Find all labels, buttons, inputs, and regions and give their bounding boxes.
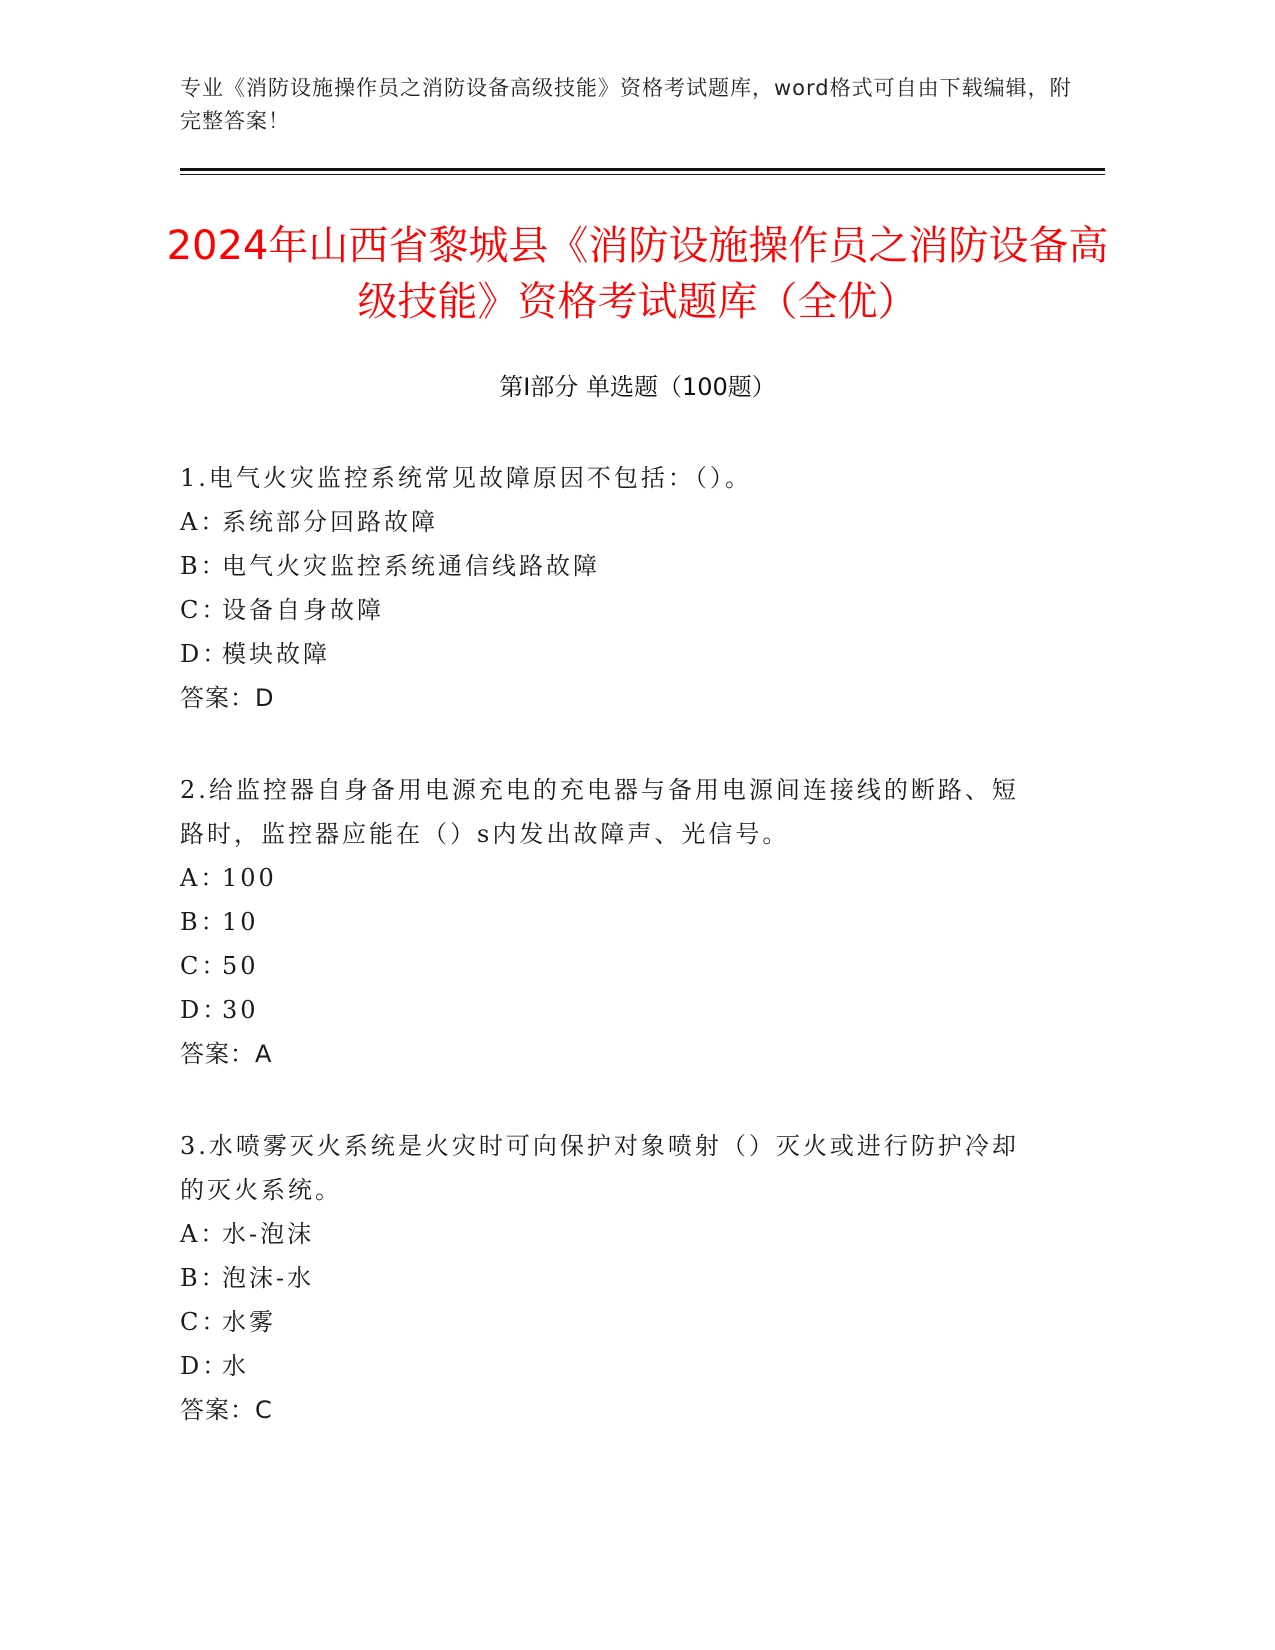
option-text: 泡沫-水 (222, 1264, 315, 1292)
option-d (180, 988, 1020, 1032)
option-a (180, 500, 1020, 544)
document-title: 2024年山西省黎城县《消防设施操作员之消防设备高级技能》资格考试题库（全优） (166, 223, 1109, 325)
answer-label: 答案： (180, 684, 255, 712)
option-key: C： (180, 596, 229, 624)
option-key: C： (180, 1308, 229, 1336)
header-note: 专业《消防设施操作员之消防设备高级技能》资格考试题库，word格式可自由下载编辑，附完整答案！ (180, 76, 1072, 133)
option-key: B： (180, 908, 228, 936)
question-2 (180, 768, 1020, 1076)
question-text: 2.给监控器自身备用电源充电的充电器与备用电源间连接线的断路、短路时，监控器应能在（）s内发出故障声、光信号。 (180, 776, 1019, 848)
section-title: 第I部分 单选题（100题） (499, 373, 776, 401)
answer-line (180, 676, 1020, 720)
option-b (180, 1256, 1020, 1300)
option-text: 水 (222, 1352, 249, 1380)
answer-line (180, 1032, 1020, 1076)
answer-value: D (255, 684, 275, 712)
answer-value: C (255, 1396, 273, 1424)
option-text: 设备自身故障 (222, 596, 384, 624)
option-key: D： (180, 996, 230, 1024)
question-1 (180, 456, 1020, 720)
option-c (180, 944, 1020, 988)
option-key: A： (180, 864, 228, 892)
header-rule-thick (180, 168, 1105, 171)
option-c (180, 588, 1020, 632)
option-text: 100 (222, 864, 277, 892)
option-a (180, 1212, 1020, 1256)
option-b (180, 544, 1020, 588)
option-text: 50 (222, 952, 259, 980)
option-text: 水-泡沫 (222, 1220, 315, 1248)
option-key: B： (180, 1264, 228, 1292)
answer-line (180, 1388, 1020, 1432)
option-key: A： (180, 1220, 228, 1248)
question-list (180, 456, 1020, 1480)
question-text: 1.电气火灾监控系统常见故障原因不包括：（）。 (180, 464, 752, 492)
option-a (180, 856, 1020, 900)
answer-label: 答案： (180, 1040, 255, 1068)
option-key: A： (180, 508, 228, 536)
option-d (180, 632, 1020, 676)
option-text: 系统部分回路故障 (222, 508, 438, 536)
option-d (180, 1344, 1020, 1388)
question-text: 3.水喷雾灭火系统是火灾时可向保护对象喷射（）灭火或进行防护冷却的灭火系统。 (180, 1132, 1019, 1204)
option-key: D： (180, 1352, 230, 1380)
option-c (180, 1300, 1020, 1344)
option-text: 水雾 (222, 1308, 276, 1336)
question-3 (180, 1124, 1020, 1432)
header-rule-thin (180, 174, 1105, 175)
option-text: 30 (222, 996, 259, 1024)
option-text: 电气火灾监控系统通信线路故障 (222, 552, 600, 580)
option-b (180, 900, 1020, 944)
answer-value: A (255, 1040, 273, 1068)
option-text: 模块故障 (222, 640, 330, 668)
option-key: B： (180, 552, 228, 580)
answer-label: 答案： (180, 1396, 255, 1424)
option-key: D： (180, 640, 230, 668)
option-key: C： (180, 952, 229, 980)
option-text: 10 (222, 908, 259, 936)
